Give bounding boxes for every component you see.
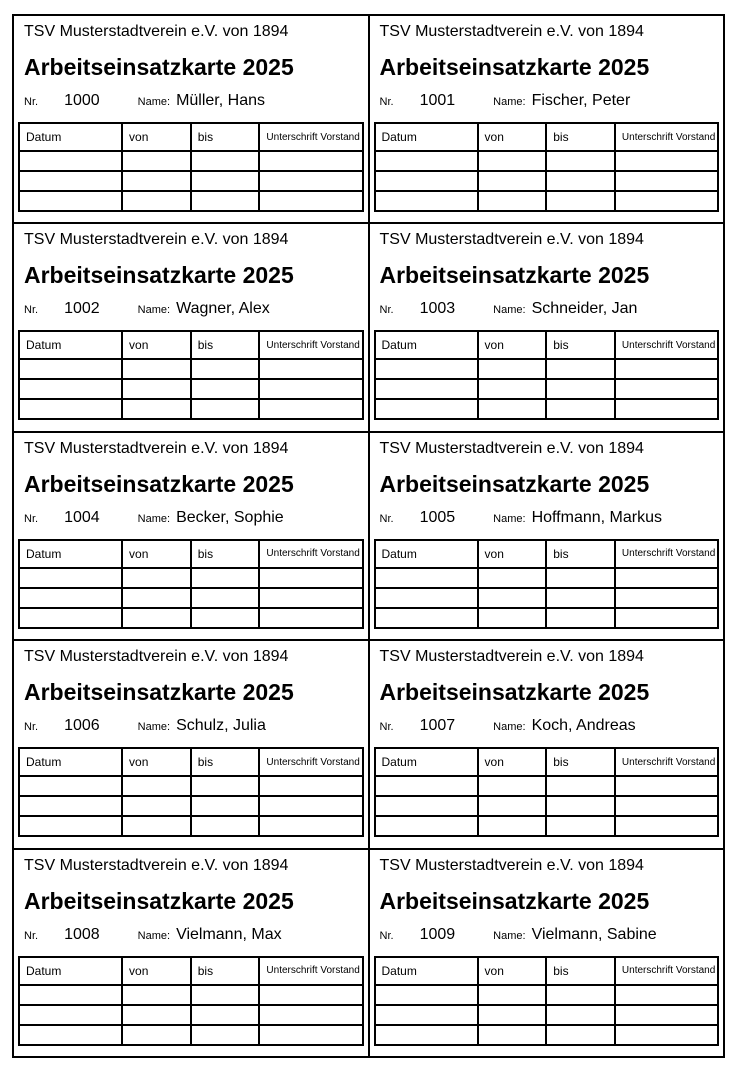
empty-entry-row	[375, 191, 719, 211]
work-card	[14, 433, 368, 639]
entry-cell-unterschrift	[259, 1005, 362, 1025]
entry-cell-von	[122, 796, 191, 816]
entry-cell-datum	[19, 985, 122, 1005]
entry-cell-datum	[375, 1005, 478, 1025]
member-number: 1005	[419, 508, 456, 526]
col-header-bis: bis	[191, 123, 260, 151]
empty-entry-row	[19, 568, 363, 588]
member-meta-row	[24, 300, 364, 318]
member-number: 1009	[419, 925, 456, 943]
entry-cell-von	[478, 399, 547, 419]
entry-cell-von	[122, 985, 191, 1005]
entry-cell-von	[122, 379, 191, 399]
empty-entry-row	[375, 796, 719, 816]
col-header-unterschrift-vorstand: Unterschrift Vorstand	[259, 123, 362, 151]
card-title: Arbeitseinsatzkarte 2025	[379, 887, 650, 914]
work-hours-table	[374, 122, 720, 212]
empty-entry-row	[19, 985, 363, 1005]
card-title: Arbeitseinsatzkarte 2025	[379, 262, 650, 289]
col-header-von: von	[122, 123, 191, 151]
empty-entry-row	[19, 359, 363, 379]
entry-cell-bis	[191, 191, 260, 211]
nr-label: Nr.	[24, 304, 39, 317]
col-header-von: von	[478, 957, 547, 985]
entry-cell-unterschrift	[259, 379, 362, 399]
work-card	[370, 641, 724, 847]
entry-cell-unterschrift	[615, 379, 718, 399]
col-header-unterschrift-vorstand: Unterschrift Vorstand	[615, 540, 718, 568]
entry-cell-von	[478, 776, 547, 796]
empty-entry-row	[375, 588, 719, 608]
col-header-bis: bis	[191, 540, 260, 568]
table-header-row	[19, 123, 363, 151]
col-header-von: von	[122, 331, 191, 359]
work-hours-table	[18, 539, 364, 629]
entry-cell-bis	[191, 796, 260, 816]
entry-cell-unterschrift	[259, 151, 362, 171]
entry-cell-unterschrift	[615, 399, 718, 419]
entry-cell-von	[122, 151, 191, 171]
card-title: Arbeitseinsatzkarte 2025	[24, 262, 294, 289]
entry-cell-datum	[19, 776, 122, 796]
entry-cell-unterschrift	[615, 171, 718, 191]
entry-cell-unterschrift	[615, 359, 718, 379]
entry-cell-von	[478, 359, 547, 379]
club-name: TSV Musterstadtverein e.V. von 1894	[24, 856, 289, 874]
entry-cell-unterschrift	[615, 608, 718, 628]
entry-cell-von	[478, 568, 547, 588]
entry-cell-von	[478, 151, 547, 171]
entry-cell-von	[478, 985, 547, 1005]
entry-cell-bis	[546, 796, 615, 816]
work-hours-table	[18, 747, 364, 837]
entry-cell-unterschrift	[615, 191, 718, 211]
empty-entry-row	[375, 171, 719, 191]
nr-label: Nr.	[24, 929, 39, 942]
entry-cell-bis	[546, 359, 615, 379]
member-number: 1008	[64, 925, 100, 943]
table-header-row	[19, 540, 363, 568]
member-meta-row	[24, 92, 364, 110]
club-name: TSV Musterstadtverein e.V. von 1894	[379, 648, 644, 666]
entry-cell-unterschrift	[259, 796, 362, 816]
entry-cell-von	[122, 399, 191, 419]
table-header-row	[375, 957, 719, 985]
empty-entry-row	[19, 399, 363, 419]
member-name: Wagner, Alex	[176, 300, 270, 318]
col-header-datum: Datum	[375, 748, 478, 776]
col-header-unterschrift-vorstand: Unterschrift Vorstand	[259, 748, 362, 776]
col-header-bis: bis	[546, 123, 615, 151]
work-card	[14, 850, 368, 1056]
entry-cell-von	[478, 1005, 547, 1025]
entry-cell-von	[478, 171, 547, 191]
card-title: Arbeitseinsatzkarte 2025	[379, 679, 650, 706]
entry-cell-bis	[191, 1005, 260, 1025]
empty-entry-row	[375, 608, 719, 628]
col-header-unterschrift-vorstand: Unterschrift Vorstand	[615, 957, 718, 985]
nr-label: Nr.	[379, 929, 394, 942]
entry-cell-von	[122, 776, 191, 796]
empty-entry-row	[375, 379, 719, 399]
work-card	[370, 16, 724, 222]
entry-cell-bis	[546, 985, 615, 1005]
club-name: TSV Musterstadtverein e.V. von 1894	[379, 856, 644, 874]
entry-cell-datum	[375, 568, 478, 588]
entry-cell-datum	[19, 379, 122, 399]
card-title: Arbeitseinsatzkarte 2025	[24, 54, 294, 80]
entry-cell-bis	[546, 776, 615, 796]
entry-cell-bis	[191, 568, 260, 588]
entry-cell-datum	[375, 151, 478, 171]
col-header-unterschrift-vorstand: Unterschrift Vorstand	[259, 540, 362, 568]
name-label: Name:	[493, 96, 526, 108]
entry-cell-von	[478, 796, 547, 816]
member-number: 1002	[64, 300, 100, 318]
empty-entry-row	[19, 171, 363, 191]
nr-label: Nr.	[379, 96, 394, 108]
member-number: 1004	[64, 508, 100, 526]
work-hours-table	[374, 539, 720, 629]
table-header-row	[19, 957, 363, 985]
col-header-von: von	[478, 123, 547, 151]
empty-entry-row	[375, 1025, 719, 1045]
entry-cell-bis	[191, 588, 260, 608]
nr-label: Nr.	[24, 512, 39, 525]
entry-cell-unterschrift	[615, 1025, 718, 1045]
entry-cell-bis	[191, 399, 260, 419]
entry-cell-von	[478, 588, 547, 608]
name-label: Name:	[137, 929, 171, 942]
col-header-unterschrift-vorstand: Unterschrift Vorstand	[259, 957, 362, 985]
entry-cell-datum	[19, 1005, 122, 1025]
empty-entry-row	[19, 608, 363, 628]
entry-cell-bis	[191, 359, 260, 379]
entry-cell-bis	[191, 816, 260, 836]
empty-entry-row	[19, 1025, 363, 1045]
card-title: Arbeitseinsatzkarte 2025	[379, 54, 650, 80]
entry-cell-datum	[19, 151, 122, 171]
entry-cell-bis	[191, 151, 260, 171]
table-header-row	[375, 123, 719, 151]
name-label: Name:	[493, 929, 526, 942]
entry-cell-von	[122, 1025, 191, 1045]
entry-cell-datum	[375, 608, 478, 628]
entry-cell-datum	[19, 191, 122, 211]
empty-entry-row	[19, 776, 363, 796]
col-header-von: von	[122, 957, 191, 985]
nr-label: Nr.	[24, 96, 39, 108]
member-name: Schneider, Jan	[531, 300, 638, 318]
entry-cell-unterschrift	[259, 399, 362, 419]
entry-cell-unterschrift	[259, 816, 362, 836]
member-number: 1006	[64, 717, 100, 735]
entry-cell-bis	[546, 1005, 615, 1025]
entry-cell-unterschrift	[259, 359, 362, 379]
entry-cell-bis	[546, 191, 615, 211]
member-meta-row	[24, 717, 364, 735]
entry-cell-von	[122, 816, 191, 836]
entry-cell-datum	[375, 171, 478, 191]
nr-label: Nr.	[379, 304, 394, 317]
entry-cell-von	[478, 379, 547, 399]
work-card	[370, 433, 724, 639]
member-number: 1007	[419, 717, 456, 735]
entry-cell-bis	[546, 1025, 615, 1045]
entry-cell-datum	[375, 796, 478, 816]
col-header-unterschrift-vorstand: Unterschrift Vorstand	[259, 331, 362, 359]
member-meta-row	[380, 92, 720, 110]
entry-cell-bis	[191, 608, 260, 628]
nr-label: Nr.	[379, 721, 394, 734]
col-header-datum: Datum	[19, 123, 122, 151]
entry-cell-von	[122, 588, 191, 608]
entry-cell-unterschrift	[615, 588, 718, 608]
entry-cell-datum	[375, 816, 478, 836]
col-header-datum: Datum	[375, 540, 478, 568]
entry-cell-von	[122, 171, 191, 191]
empty-entry-row	[19, 151, 363, 171]
card-title: Arbeitseinsatzkarte 2025	[24, 470, 294, 497]
club-name: TSV Musterstadtverein e.V. von 1894	[379, 439, 644, 457]
col-header-datum: Datum	[375, 331, 478, 359]
member-name: Vielmann, Max	[176, 925, 282, 943]
work-hours-table	[18, 330, 364, 420]
col-header-datum: Datum	[19, 540, 122, 568]
member-name: Vielmann, Sabine	[531, 925, 657, 943]
entry-cell-datum	[19, 816, 122, 836]
work-card	[14, 16, 368, 222]
col-header-von: von	[122, 748, 191, 776]
work-hours-table	[374, 330, 720, 420]
col-header-datum: Datum	[19, 331, 122, 359]
entry-cell-datum	[19, 588, 122, 608]
entry-cell-datum	[19, 399, 122, 419]
entry-cell-bis	[191, 1025, 260, 1045]
entry-cell-unterschrift	[615, 796, 718, 816]
entry-cell-datum	[375, 191, 478, 211]
entry-cell-unterschrift	[259, 171, 362, 191]
empty-entry-row	[19, 379, 363, 399]
name-label: Name:	[137, 96, 171, 108]
entry-cell-unterschrift	[615, 568, 718, 588]
member-meta-row	[380, 509, 720, 527]
col-header-von: von	[478, 540, 547, 568]
card-sheet	[12, 14, 725, 1058]
entry-cell-datum	[19, 796, 122, 816]
empty-entry-row	[375, 1005, 719, 1025]
card-title: Arbeitseinsatzkarte 2025	[24, 679, 294, 706]
name-label: Name:	[493, 304, 526, 317]
entry-cell-bis	[191, 379, 260, 399]
member-meta-row	[380, 717, 720, 735]
work-hours-table	[374, 747, 720, 837]
col-header-bis: bis	[191, 748, 260, 776]
work-card	[14, 641, 368, 847]
col-header-bis: bis	[191, 331, 260, 359]
entry-cell-von	[478, 191, 547, 211]
entry-cell-bis	[546, 588, 615, 608]
name-label: Name:	[137, 721, 171, 734]
entry-cell-datum	[375, 985, 478, 1005]
entry-cell-datum	[375, 776, 478, 796]
col-header-bis: bis	[546, 540, 615, 568]
entry-cell-datum	[19, 608, 122, 628]
col-header-bis: bis	[546, 331, 615, 359]
name-label: Name:	[137, 512, 171, 525]
col-header-bis: bis	[546, 957, 615, 985]
entry-cell-datum	[375, 379, 478, 399]
entry-cell-bis	[191, 171, 260, 191]
member-number: 1001	[419, 92, 456, 109]
entry-cell-datum	[375, 399, 478, 419]
club-name: TSV Musterstadtverein e.V. von 1894	[24, 648, 289, 666]
table-header-row	[375, 748, 719, 776]
entry-cell-bis	[546, 568, 615, 588]
empty-entry-row	[375, 816, 719, 836]
empty-entry-row	[375, 399, 719, 419]
entry-cell-bis	[546, 171, 615, 191]
entry-cell-datum	[19, 568, 122, 588]
entry-cell-unterschrift	[259, 568, 362, 588]
entry-cell-von	[122, 1005, 191, 1025]
entry-cell-von	[478, 1025, 547, 1045]
entry-cell-datum	[19, 359, 122, 379]
empty-entry-row	[375, 776, 719, 796]
entry-cell-unterschrift	[259, 1025, 362, 1045]
entry-cell-bis	[546, 399, 615, 419]
member-meta-row	[24, 509, 364, 527]
entry-cell-unterschrift	[259, 608, 362, 628]
table-header-row	[375, 540, 719, 568]
entry-cell-unterschrift	[615, 985, 718, 1005]
entry-cell-unterschrift	[615, 151, 718, 171]
empty-entry-row	[19, 191, 363, 211]
col-header-datum: Datum	[375, 957, 478, 985]
empty-entry-row	[375, 359, 719, 379]
work-card	[370, 224, 724, 430]
member-name: Schulz, Julia	[176, 717, 266, 735]
work-hours-table	[18, 122, 364, 212]
empty-entry-row	[375, 151, 719, 171]
col-header-unterschrift-vorstand: Unterschrift Vorstand	[615, 331, 718, 359]
club-name: TSV Musterstadtverein e.V. von 1894	[24, 23, 289, 40]
entry-cell-bis	[546, 816, 615, 836]
member-number: 1000	[64, 92, 100, 109]
col-header-unterschrift-vorstand: Unterschrift Vorstand	[615, 123, 718, 151]
entry-cell-datum	[19, 1025, 122, 1045]
entry-cell-bis	[546, 379, 615, 399]
entry-cell-von	[122, 359, 191, 379]
table-header-row	[19, 331, 363, 359]
col-header-von: von	[478, 748, 547, 776]
entry-cell-von	[478, 608, 547, 628]
col-header-bis: bis	[546, 748, 615, 776]
col-header-datum: Datum	[19, 748, 122, 776]
empty-entry-row	[19, 796, 363, 816]
nr-label: Nr.	[379, 512, 394, 525]
entry-cell-unterschrift	[259, 776, 362, 796]
member-name: Müller, Hans	[176, 92, 265, 109]
entry-cell-von	[478, 816, 547, 836]
work-hours-table	[18, 956, 364, 1046]
entry-cell-unterschrift	[259, 985, 362, 1005]
table-header-row	[375, 331, 719, 359]
card-title: Arbeitseinsatzkarte 2025	[379, 470, 650, 497]
entry-cell-datum	[19, 171, 122, 191]
name-label: Name:	[137, 304, 171, 317]
entry-cell-von	[122, 191, 191, 211]
entry-cell-datum	[375, 588, 478, 608]
empty-entry-row	[19, 816, 363, 836]
col-header-datum: Datum	[375, 123, 478, 151]
work-card	[14, 224, 368, 430]
member-meta-row	[380, 300, 720, 318]
entry-cell-von	[122, 568, 191, 588]
entry-cell-unterschrift	[615, 776, 718, 796]
name-label: Name:	[493, 721, 526, 734]
member-name: Hoffmann, Markus	[531, 508, 662, 526]
entry-cell-unterschrift	[259, 588, 362, 608]
work-hours-table	[374, 956, 720, 1046]
entry-cell-datum	[375, 359, 478, 379]
card-title: Arbeitseinsatzkarte 2025	[24, 887, 294, 914]
member-meta-row	[24, 926, 364, 944]
member-name: Koch, Andreas	[531, 717, 636, 735]
name-label: Name:	[493, 512, 526, 525]
col-header-von: von	[122, 540, 191, 568]
entry-cell-datum	[375, 1025, 478, 1045]
empty-entry-row	[19, 588, 363, 608]
entry-cell-unterschrift	[615, 816, 718, 836]
club-name: TSV Musterstadtverein e.V. von 1894	[379, 23, 644, 40]
col-header-bis: bis	[191, 957, 260, 985]
entry-cell-von	[122, 608, 191, 628]
entry-cell-unterschrift	[615, 1005, 718, 1025]
work-card	[370, 850, 724, 1056]
member-number: 1003	[419, 300, 456, 318]
empty-entry-row	[375, 985, 719, 1005]
entry-cell-bis	[191, 985, 260, 1005]
col-header-datum: Datum	[19, 957, 122, 985]
entry-cell-bis	[191, 776, 260, 796]
empty-entry-row	[19, 1005, 363, 1025]
col-header-unterschrift-vorstand: Unterschrift Vorstand	[615, 748, 718, 776]
entry-cell-bis	[546, 151, 615, 171]
club-name: TSV Musterstadtverein e.V. von 1894	[24, 439, 289, 457]
table-header-row	[19, 748, 363, 776]
member-name: Becker, Sophie	[176, 508, 284, 526]
nr-label: Nr.	[24, 721, 39, 734]
col-header-von: von	[478, 331, 547, 359]
entry-cell-bis	[546, 608, 615, 628]
member-name: Fischer, Peter	[531, 92, 631, 109]
entry-cell-unterschrift	[259, 191, 362, 211]
member-meta-row	[380, 926, 720, 944]
cards-grid	[12, 14, 725, 1058]
club-name: TSV Musterstadtverein e.V. von 1894	[379, 231, 644, 249]
empty-entry-row	[375, 568, 719, 588]
club-name: TSV Musterstadtverein e.V. von 1894	[24, 231, 289, 249]
